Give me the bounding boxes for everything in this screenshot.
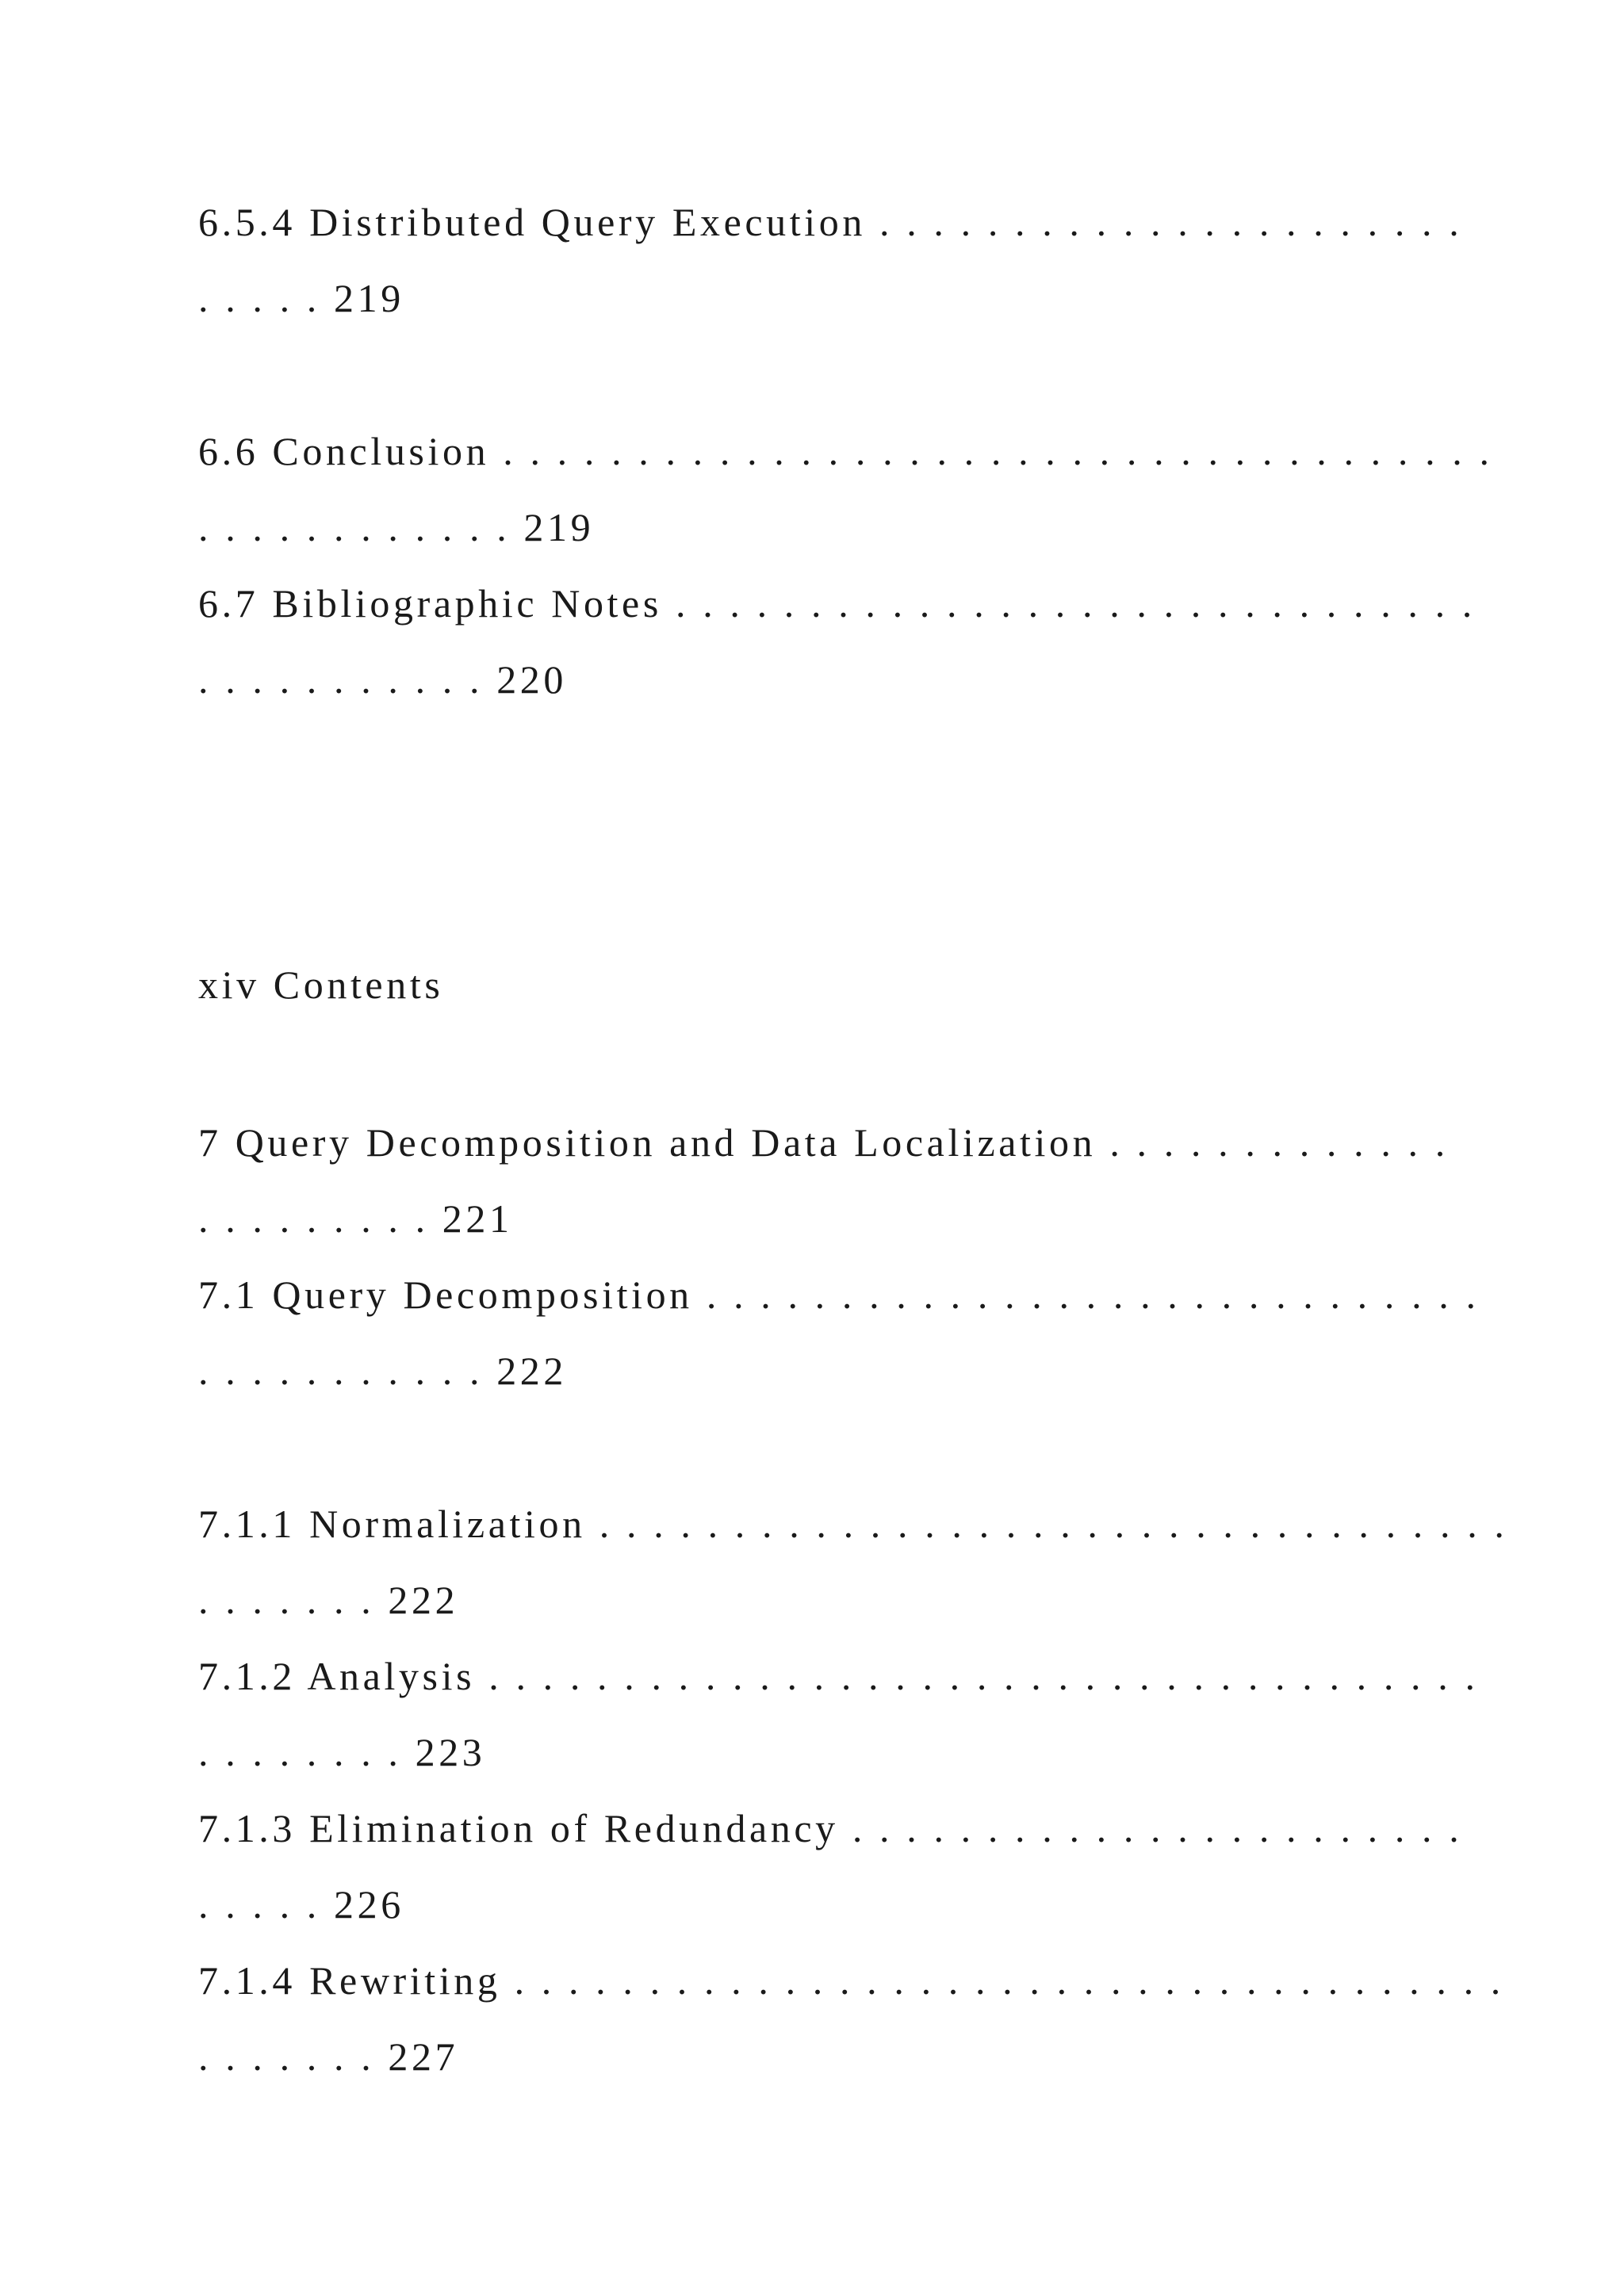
- toc-entry-6-6-title: 6.6 Conclusion . . . . . . . . . . . . . . . . . . . . . . . . . . . . . . . . . . . . .: [198, 429, 1493, 473]
- toc-entry-6-5-4-page: . . . . . 219: [198, 276, 404, 320]
- toc-entry-7-1-2-page: . . . . . . . . 223: [198, 1730, 486, 1774]
- toc-entry-7-title: 7 Query Decomposition and Data Localization . . . . . . . . . . . . .: [198, 1120, 1449, 1165]
- toc-entry-6-6-page: . . . . . . . . . . . . 219: [198, 505, 595, 549]
- toc-entry-6-5-4-title: 6.5.4 Distributed Query Execution . . . . . . . . . . . . . . . . . . . . . .: [198, 200, 1463, 244]
- toc-entry-7-1-3-page: . . . . . 226: [198, 1882, 404, 1927]
- toc-entry-7-1-4-page: . . . . . . . 227: [198, 2034, 459, 2079]
- toc-entry-6-7-page: . . . . . . . . . . . 220: [198, 657, 567, 702]
- toc-entry-7-1-3-title: 7.1.3 Elimination of Redundancy . . . . . . . . . . . . . . . . . . . . . . .: [198, 1806, 1463, 1850]
- toc-entry-7-page: . . . . . . . . . 221: [198, 1196, 513, 1241]
- toc-entry-7-1-page: . . . . . . . . . . . 222: [198, 1349, 567, 1393]
- toc-entry-7-1-1-page: . . . . . . . 222: [198, 1578, 459, 1622]
- page-header: xiv Contents: [198, 962, 444, 1007]
- toc-entry-7-1-title: 7.1 Query Decomposition . . . . . . . . . . . . . . . . . . . . . . . . . . . . .: [198, 1272, 1480, 1317]
- toc-entry-7-1-2-title: 7.1.2 Analysis . . . . . . . . . . . . . . . . . . . . . . . . . . . . . . . . . . . . .: [198, 1654, 1479, 1698]
- toc-entry-7-1-4-title: 7.1.4 Rewriting . . . . . . . . . . . . . . . . . . . . . . . . . . . . . . . . . . . . .: [198, 1958, 1504, 2003]
- toc-entry-6-7-title: 6.7 Bibliographic Notes . . . . . . . . . . . . . . . . . . . . . . . . . . . . . .: [198, 581, 1476, 626]
- toc-entry-7-1-1-title: 7.1.1 Normalization . . . . . . . . . . . . . . . . . . . . . . . . . . . . . . . . . .: [198, 1502, 1508, 1546]
